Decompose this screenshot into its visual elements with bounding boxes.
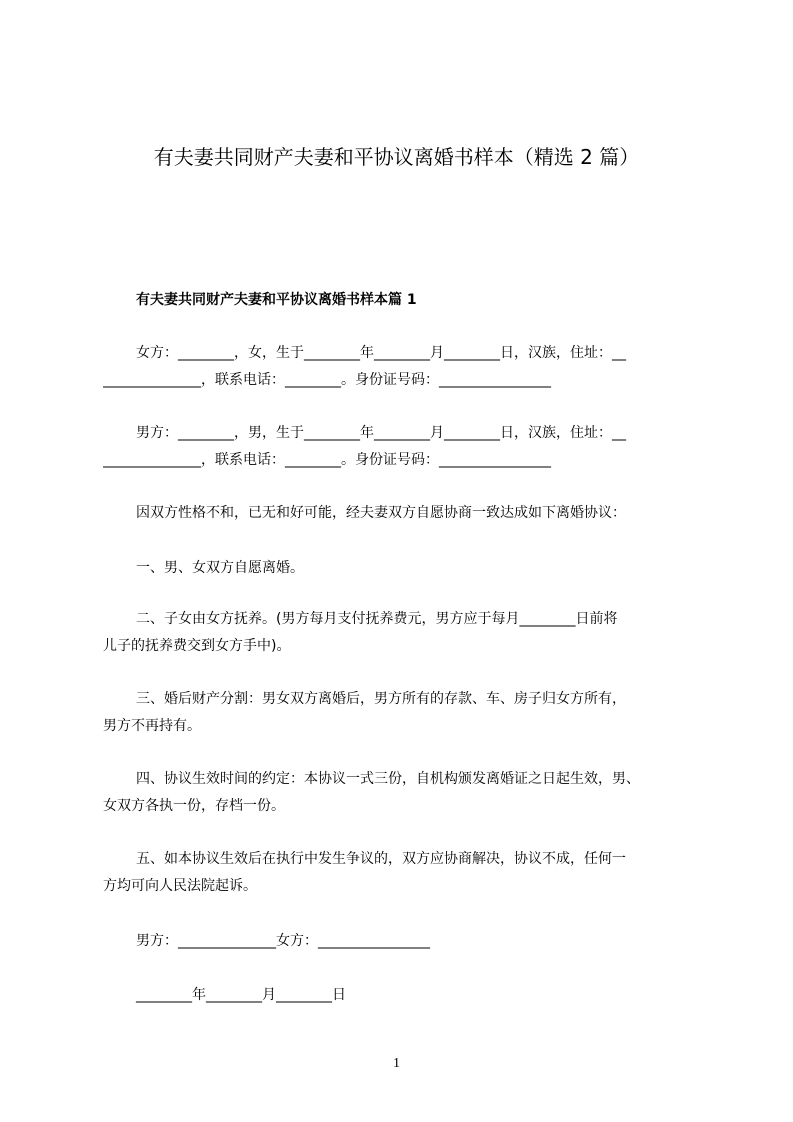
date-paragraph [103,982,703,1009]
section-heading: 有夫妻共同财产夫妻和平协议离婚书样本篇 1 [136,292,417,308]
clause-4-line-2: 女双方各执一份，存档一份。 [103,798,285,814]
male-party-line-1: 男方：________，男，生于________年________月________日，汉族，住址：__ [136,425,626,441]
clause-2-line-2: 儿子的抚养费交到女方手中)。 [103,638,291,654]
clause-2-paragraph [103,606,703,660]
preamble-paragraph [103,500,703,527]
date-line: ________年________月________日 [136,987,346,1003]
clause-3-line-1: 三、婚后财产分割：男女双方离婚后，男方所有的存款、车、房子归女方所有， [136,691,626,707]
clause-3-paragraph [103,686,703,740]
document-title: 有夫妻共同财产夫妻和平协议离婚书样本（精选 2 篇） [153,145,640,169]
male-party-line-2: ______________，联系电话：________。身份证号码：________________ [103,452,551,468]
female-party-line-2: ______________，联系电话：________。身份证号码：________________ [103,372,551,388]
female-party-paragraph [103,340,703,394]
signature-paragraph [103,928,703,955]
page-number: 1 [393,1056,400,1071]
clause-4-line-1: 四、协议生效时间的约定：本协议一式三份，自机构颁发离婚证之日起生效，男、 [136,771,640,787]
preamble-line: 因双方性格不和，已无和好可能，经夫妻双方自愿协商一致达成如下离婚协议： [136,505,626,521]
clause-4-paragraph [103,766,703,820]
clause-3-line-2: 男方不再持有。 [103,718,201,734]
clause-1-line: 一、男、女双方自愿离婚。 [136,560,304,576]
signature-line: 男方：______________女方：________________ [136,933,430,949]
clause-5-line-2: 方均可向人民法院起诉。 [103,878,257,894]
clause-1-paragraph [103,555,703,582]
male-party-paragraph [103,420,703,474]
female-party-line-1: 女方：________，女，生于________年________月________日，汉族，住址：__ [136,345,626,361]
clause-2-line-1: 二、子女由女方抚养。(男方每月支付抚养费元，男方应于每月________日前将 [136,611,618,627]
clause-5-line-1: 五、如本协议生效后在执行中发生争议的，双方应协商解决，协议不成，任何一 [136,851,626,867]
clause-5-paragraph [103,846,703,900]
